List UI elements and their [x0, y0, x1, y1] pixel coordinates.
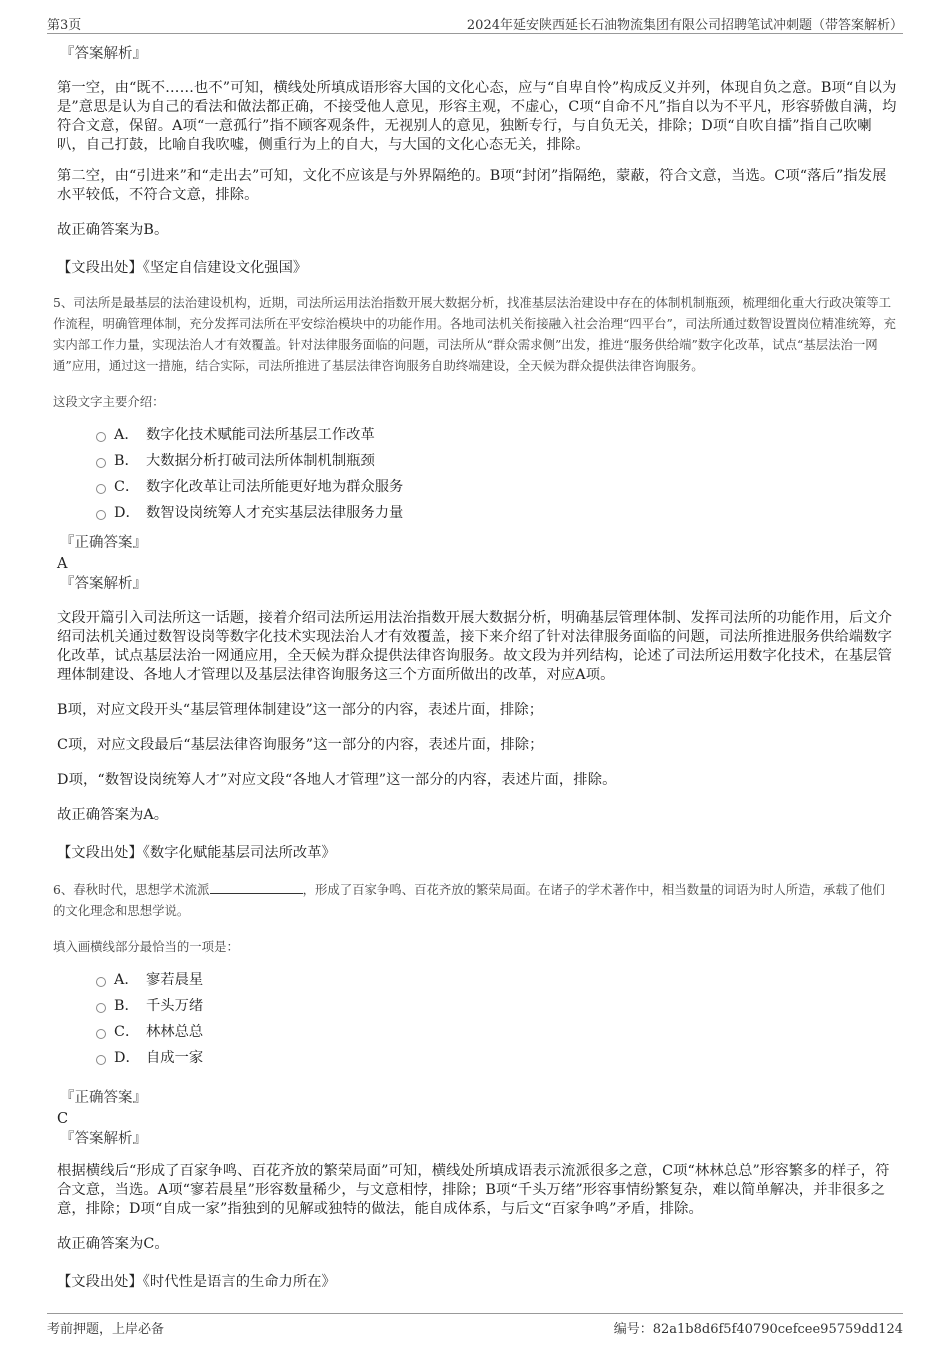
option-letter: C．	[114, 479, 140, 495]
radio-button-icon[interactable]	[96, 432, 106, 442]
q6-option-a[interactable]	[96, 966, 897, 992]
option-text: 数字化改革让司法所能更好地为群众服务	[146, 479, 404, 495]
option-letter: A．	[114, 427, 139, 443]
q4-analysis-paragraph-2: 第二空，由“引进来”和“走出去”可知，文化不应该是与外界隔绝的。B项“封闭”指隔绝，蒙蔽，符合文意，当选。C项“落后”指发展水平较低，不符合文意，排除。	[57, 168, 887, 203]
q6-answer-label: 『正确答案』	[60, 1090, 147, 1106]
q5-analysis-d: D项，“数智设岗统筹人才”对应文段“各地人才管理”这一部分的内容，表述片面，排除。	[57, 772, 617, 788]
option-text: 数智设岗统筹人才充实基层法律服务力量	[146, 505, 404, 521]
radio-button-icon[interactable]	[96, 1003, 106, 1013]
q5-analysis-c: C项，对应文段最后“基层法律咨询服务”这一部分的内容，表述片面，排除；	[57, 737, 544, 753]
q6-source: 【文段出处】《时代性是语言的生命力所在》	[57, 1274, 336, 1290]
q5-analysis-b: B项，对应文段开头“基层管理体制建设”这一部分的内容，表述片面，排除；	[57, 702, 544, 718]
page-number: 第3页	[47, 18, 82, 33]
q4-conclusion: 故正确答案为B。	[57, 222, 169, 238]
q6-option-b[interactable]	[96, 992, 897, 1018]
q5-answer-label: 『正确答案』	[60, 535, 147, 551]
option-letter: C．	[114, 1024, 140, 1040]
q5-conclusion: 故正确答案为A。	[57, 807, 169, 823]
option-text: 寥若晨星	[146, 972, 204, 988]
document-title: 2024年延安陕西延长石油物流集团有限公司招聘笔试冲刺题（带答案解析）	[466, 18, 903, 33]
q6-answer: C	[57, 1111, 69, 1127]
q4-analysis-paragraph-1: 第一空，由“既不……也不”可知，横线处所填成语形容大国的文化心态，应与“自卑自怜”构成反义并列，体现自负之意。B项“自以为是”意思是认为自己的看法和做法都正确，不接受他人意见，形容主观，不虚心，C项“自命不凡”指自以为不平凡，形容骄傲自满，均符合文意，保留。A项“一意孤行”指不顾客观条件，无视别人的意见，独断专行，与自负无关，排除；D项“自吹自擂”指自己吹喇叭，自己打鼓，比喻自我吹嘘，侧重行为上的自大，与大国的文化心态无关，排除。	[57, 80, 897, 153]
q5-question-text: 5、司法所是最基层的法治建设机构，近期，司法所运用法治指数开展大数据分析，找准基层法治建设中存在的体制机制瓶颈，梳理细化重大行政决策等工作流程，明确管理体制，充分发挥司法所在平安综治模块中的功能作用。各地司法机关衔接融入社会治理“四平台”，司法所通过数智设置岗位精准统筹，充实内部工作力量，实现法治人才有效覆盖。针对法律服务面临的问题，司法所从“群众需求侧”出发，推进“服务供给端”数字化改革，试点“基层法治一网通”应用，通过这一措施，结合实际，司法所推进了基层法律咨询服务自助终端建设，全天候为群众提供法律咨询服务。	[53, 295, 896, 373]
option-text: 自成一家	[146, 1050, 204, 1066]
q6-conclusion: 故正确答案为C。	[57, 1236, 169, 1252]
fill-in-blank	[210, 882, 303, 894]
q5-source: 【文段出处】《数字化赋能基层司法所改革》	[57, 845, 336, 861]
page-content	[53, 44, 897, 1292]
option-letter: D．	[114, 1050, 140, 1066]
q6-option-d[interactable]	[96, 1044, 897, 1070]
q5-options	[96, 421, 897, 525]
q5-answer: A	[57, 556, 68, 572]
q6-question-after: ，形成了百家争鸣、百花齐放的繁荣局面。在诸子的学术著作中，相当数量的词语为时人所造，承载了他们的文化理念和思想学说。	[53, 882, 885, 918]
q5-option-a[interactable]	[96, 421, 897, 447]
option-letter: B．	[114, 998, 139, 1014]
q5-option-d[interactable]	[96, 499, 897, 525]
q6-question-text	[53, 879, 897, 921]
option-letter: D．	[114, 505, 140, 521]
q4-source: 【文段出处】《坚定自信建设文化强国》	[57, 260, 308, 276]
q5-analysis-label: 『答案解析』	[60, 576, 147, 592]
q6-question-before: 6、春秋时代，思想学术流派	[53, 882, 210, 897]
q5-option-c[interactable]	[96, 473, 897, 499]
q6-analysis-label: 『答案解析』	[60, 1131, 147, 1147]
option-text: 数字化技术赋能司法所基层工作改革	[146, 427, 375, 443]
q5-option-b[interactable]	[96, 447, 897, 473]
q6-options	[96, 966, 897, 1070]
q6-option-c[interactable]	[96, 1018, 897, 1044]
radio-button-icon[interactable]	[96, 1055, 106, 1065]
radio-button-icon[interactable]	[96, 977, 106, 987]
radio-button-icon[interactable]	[96, 510, 106, 520]
radio-button-icon[interactable]	[96, 458, 106, 468]
footer-serial-number: 编号：82a1b8d6f5f40790cefcee95759dd124	[613, 1322, 903, 1337]
q5-prompt: 这段文字主要介绍：	[53, 394, 165, 409]
option-letter: B．	[114, 453, 139, 469]
radio-button-icon[interactable]	[96, 484, 106, 494]
q6-prompt: 填入画横线部分最恰当的一项是：	[53, 939, 239, 954]
page-footer	[47, 1313, 903, 1335]
option-letter: A．	[114, 972, 139, 988]
q6-analysis-paragraph-1: 根据横线后“形成了百家争鸣、百花齐放的繁荣局面”可知，横线处所填成语表示流派很多之意，C项“林林总总”形容繁多的样子，符合文意，当选。A项“寥若晨星”形容数量稀少，与文意相悖，排除；B项“千头万绪”形容事情纷繁复杂，难以简单解决，并非很多之意，排除；D项“自成一家”指独到的见解或独特的做法，能自成体系，与后文“百家争鸣”矛盾，排除。	[57, 1163, 890, 1217]
option-text: 大数据分析打破司法所体制机制瓶颈	[146, 453, 375, 469]
q4-analysis-label: 『答案解析』	[60, 46, 147, 62]
q5-analysis-paragraph-1: 文段开篇引入司法所这一话题，接着介绍司法所运用法治指数开展大数据分析，明确基层管理体制、发挥司法所的功能作用，后文介绍司法机关通过数智设岗等数字化技术实现法治人才有效覆盖，接下来介绍了针对法律服务面临的问题，司法所推进服务供给端数字化改革，试点基层法治一网通应用，全天候为群众提供法律咨询服务。故文段为并列结构，论述了司法所运用数字化技术，在基层管理体制建设、各地人才管理以及基层法律咨询服务这三个方面所做出的改革，对应A项。	[57, 610, 893, 683]
radio-button-icon[interactable]	[96, 1029, 106, 1039]
option-text: 林林总总	[146, 1024, 204, 1040]
page-header	[47, 12, 903, 34]
option-text: 千头万绪	[146, 998, 204, 1014]
footer-slogan: 考前押题，上岸必备	[47, 1322, 165, 1337]
